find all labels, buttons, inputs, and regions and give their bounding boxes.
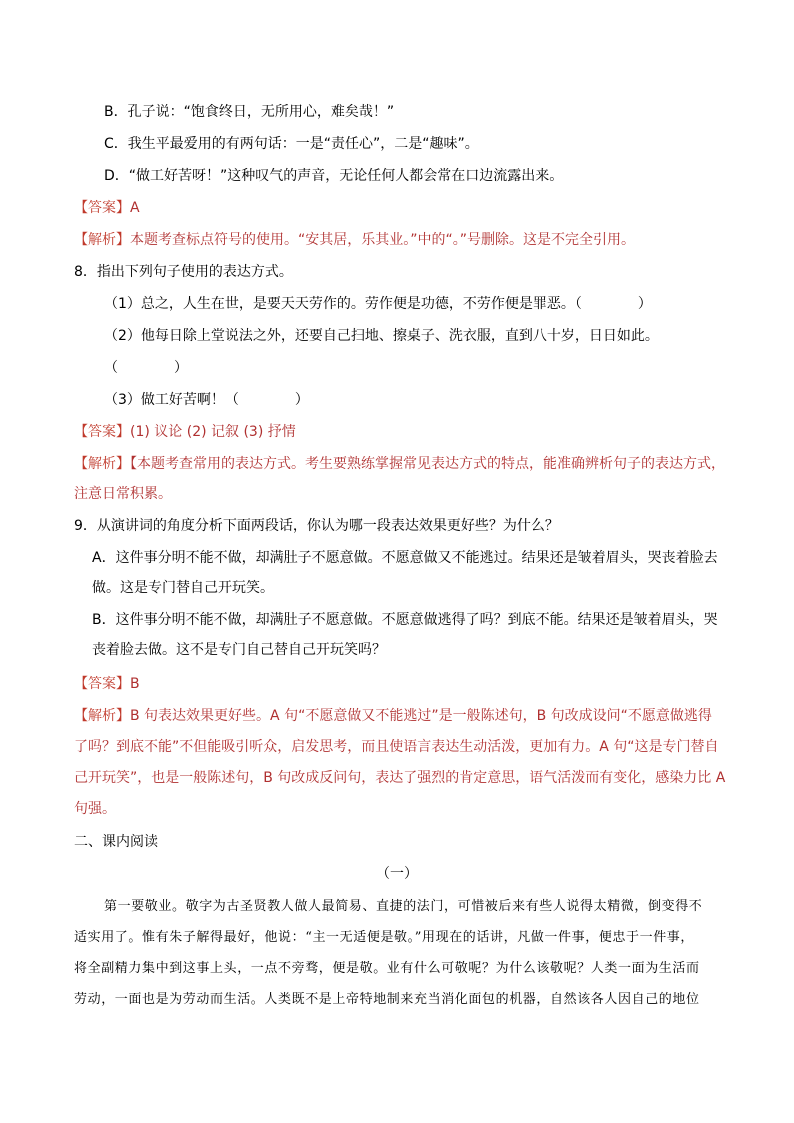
q8-analysis-cont: 注意日常积累。 xyxy=(74,486,172,502)
q7-answer xyxy=(74,198,140,218)
analysis-text: 【本题考查常用的表达方式。考生要熟练掌握常见表达方式的特点，能准确辨析句子的表达方式， xyxy=(130,456,725,472)
q7-analysis xyxy=(74,230,635,250)
q9-analysis-line4: 句强。 xyxy=(74,801,116,817)
q8-sentence-2: （2）他每日除上堂说法之外，还要自己扫地、擦桌子、洗衣服，直到八十岁，日日如此。 xyxy=(104,328,659,344)
answer-label: 【答案】 xyxy=(74,424,130,440)
q8-analysis xyxy=(74,454,725,474)
q7-option-b: B．孔子说：“饱食终日，无所用心，难矣哉！” xyxy=(104,104,395,120)
q9-option-a-line2: 做。这是专门替自己开玩笑。 xyxy=(92,580,274,596)
q9-option-b-line1: B．这件事分明不能不做，却满肚子不愿意做。不愿意做逃得了吗？到底不能。结果还是皱着眉头，哭 xyxy=(92,612,718,628)
section-heading: 二、课内阅读 xyxy=(74,834,158,850)
passage-line-4: 劳动，一面也是为劳动而生活。人类既不是上帝特地制来充当消化面包的机器，自然该各人因自己的地位 xyxy=(74,992,700,1007)
passage-line-3: 将全副精力集中到这事上头，一点不旁骛，便是敬。业有什么可敬呢？为什么该敬呢？人类一面为生活而 xyxy=(74,961,700,976)
q8-sentence-1: （1）总之，人生在世，是要天天劳作的。劳作便是功德，不劳作便是罪恶。（ ） xyxy=(104,296,652,312)
q9-analysis-line3: 己开玩笑”，也是一般陈述句，B 句改成反问句，表达了强烈的肯定意思，语气活泼而有变化，感染力比 A xyxy=(74,770,726,786)
passage-line-2: 适实用了。惟有朱子解得最好，他说：“主一无适便是敬。”用现在的话讲，凡做一件事，便忠于一件事， xyxy=(74,930,694,945)
q9-analysis-line2: 了吗？到底不能”不但能吸引听众，启发思考，而且使语言表达生动活泼，更加有力。A 句“这是专门替自 xyxy=(74,739,719,755)
q7-option-d: D．“做工好苦呀！”这种叹气的声音，无论任何人都会常在口边流露出来。 xyxy=(104,168,564,184)
q7-option-c: C．我生平最爱用的有两句话：一是“责任心”，二是“趣味”。 xyxy=(104,136,479,152)
q9-answer xyxy=(74,674,140,694)
analysis-label: 【解析】 xyxy=(74,456,130,472)
q8-stem: 8．指出下列句子使用的表达方式。 xyxy=(74,264,293,280)
q9-stem: 9．从演讲词的角度分析下面两段话，你认为哪一段表达效果更好些？为什么？ xyxy=(74,518,559,534)
q9-option-b-line2: 丧着脸去做。这不是专门自己替自己开玩笑吗？ xyxy=(92,642,386,658)
q9-option-a-line1: A．这件事分明不能不做，却满肚子不愿意做。不愿意做又不能逃过。结果还是皱着眉头，哭丧着脸去 xyxy=(92,550,718,566)
answer-value: B xyxy=(130,676,140,692)
analysis-label: 【解析】 xyxy=(74,232,130,248)
analysis-text: B 句表达效果更好些。A 句“不愿意做又不能逃过”是一般陈述句，B 句改成设问“不愿意做逃得 xyxy=(130,708,712,724)
q8-answer xyxy=(74,422,296,442)
passage-number: （一） xyxy=(376,866,418,882)
answer-label: 【答案】 xyxy=(74,200,130,216)
analysis-label: 【解析】 xyxy=(74,708,130,724)
q9-analysis xyxy=(74,706,712,726)
q8-sentence-3: （3）做工好苦啊！（ ） xyxy=(104,392,309,408)
answer-value: (1) 议论 (2) 记叙 (3) 抒情 xyxy=(130,424,296,440)
answer-value: A xyxy=(130,200,140,216)
q8-sentence-2-blank: （ ） xyxy=(104,360,188,376)
analysis-text: 本题考查标点符号的使用。“安其居，乐其业。”中的“。”号删除。这是不完全引用。 xyxy=(130,232,636,248)
answer-label: 【答案】 xyxy=(74,676,130,692)
passage-line-1: 第一要敬业。敬字为古圣贤教人做人最简易、直捷的法门，可惜被后来有些人说得太精微，倒变得不 xyxy=(104,899,703,914)
